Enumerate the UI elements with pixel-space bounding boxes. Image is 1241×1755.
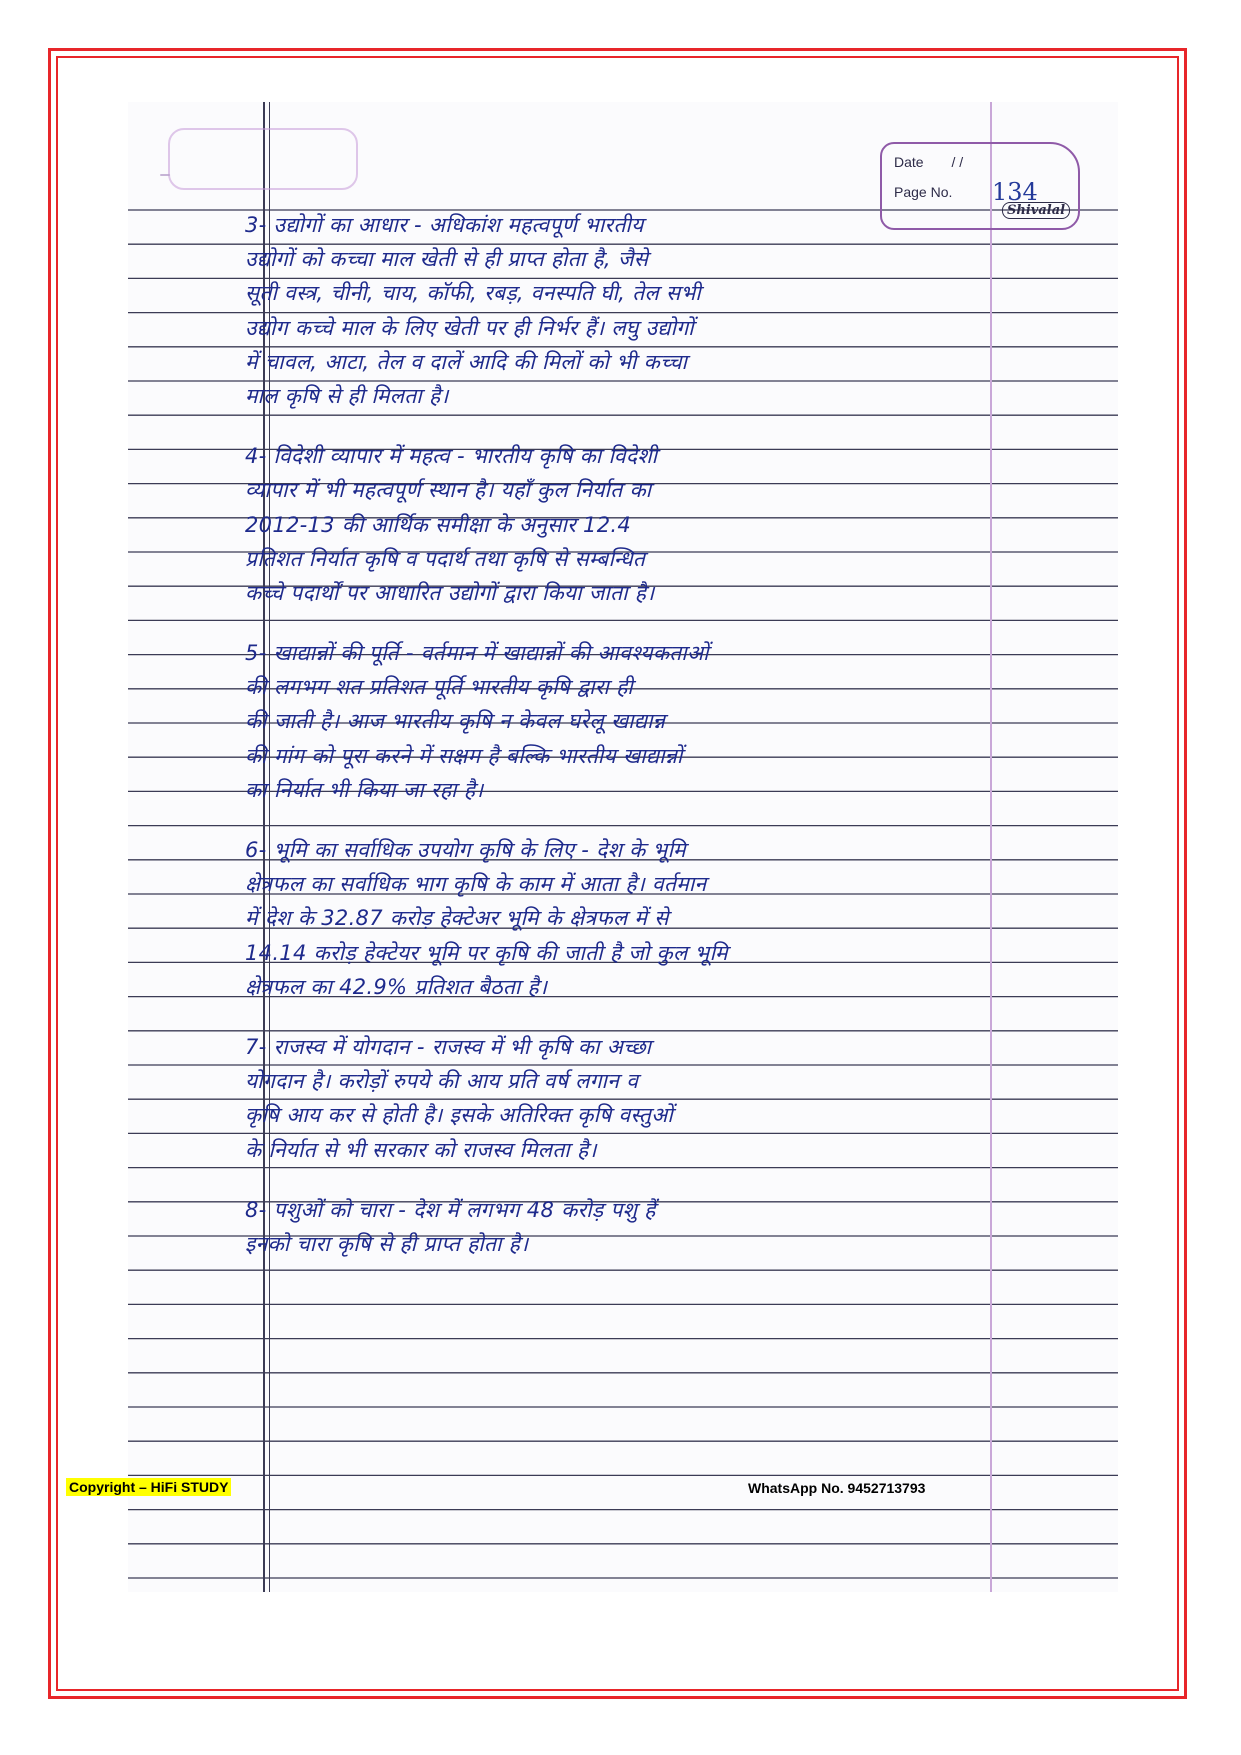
- note-paragraph: [245, 833, 985, 1004]
- paragraph-gap: [245, 1167, 985, 1193]
- note-line: प्रतिशत निर्यात कृषि व पदार्थ तथा कृषि से सम्बन्धित: [245, 546, 646, 571]
- date-row: [894, 154, 963, 170]
- note-line: 4- विदेशी व्यापार में महत्व - भारतीय कृषि का विदेशी: [245, 444, 658, 469]
- note-line: 3- उद्योगों का आधार - अधिकांश महत्वपूर्ण भारतीय: [245, 213, 644, 237]
- note-line: क्षेत्रफल का 42.9% प्रतिशत बैठता है।: [245, 974, 548, 999]
- note-paragraph: [245, 208, 985, 413]
- note-line: में देश के 32.87 करोड़ हेक्टेअर भूमि के क्षेत्रफल में से: [245, 906, 669, 931]
- note-line: माल कृषि से ही मिलता है।: [245, 383, 449, 408]
- notebook-brand-logo: Shivalal: [1002, 202, 1070, 219]
- note-line: के निर्यात से भी सरकार को राजस्व मिलता है।: [245, 1137, 597, 1162]
- handwritten-notes: [245, 208, 985, 1261]
- note-line: में चावल, आटा, तेल व दालें आदि की मिलों को भी कच्चा: [245, 349, 688, 374]
- note-line: 5- खाद्यान्नों की पूर्ति - वर्तमान में खाद्यान्नों की आवश्यकताओं: [245, 641, 709, 666]
- note-line: की जाती है। आज भारतीय कृषि न केवल घरेलू खाद्यान्न: [245, 709, 666, 734]
- paragraph-gap: [245, 413, 985, 439]
- note-line: क्षेत्रफल का सर्वाधिक भाग कृषि के काम में आता है। वर्तमान: [245, 872, 707, 897]
- note-line: 2012-13 की आर्थिक समीक्षा के अनुसार 12.4: [245, 512, 632, 537]
- note-line: 14.14 करोड़ हेक्टेयर भूमि पर कृषि की जाती है जो कुल भूमि: [245, 940, 728, 965]
- note-line: 8- पशुओं को चारा - देश में लगभग 48 करोड़ पशु हैं: [245, 1197, 656, 1222]
- bleed-through-brand: [160, 174, 170, 176]
- note-line: कच्चे पदार्थों पर आधारित उद्योगों द्वारा किया जाता है।: [245, 580, 655, 605]
- note-line: इनको चारा कृषि से ही प्राप्त होता है।: [245, 1231, 529, 1256]
- note-paragraph: [245, 1193, 985, 1261]
- bleed-through-stamp: [168, 128, 358, 190]
- right-margin-line: [990, 102, 992, 1592]
- note-line: उद्योग कच्चे माल के लिए खेती पर ही निर्भर हैं। लघु उद्योगों: [245, 315, 694, 340]
- note-line: का निर्यात भी किया जा रहा है।: [245, 777, 484, 802]
- whatsapp-number: WhatsApp No. 9452713793: [748, 1480, 926, 1496]
- date-value: / /: [951, 154, 964, 170]
- note-line: व्यापार में भी महत्वपूर्ण स्थान है। यहाँ कुल निर्यात का: [245, 478, 652, 503]
- note-line: 6- भूमि का सर्वाधिक उपयोग कृषि के लिए - देश के भूमि: [245, 838, 686, 862]
- note-line: की मांग को पूरा करने में सक्षम है बल्कि भारतीय खाद्यान्नों: [245, 743, 683, 768]
- note-paragraph: [245, 439, 985, 610]
- note-line: की लगभग शत प्रतिशत पूर्ति भारतीय कृषि द्वारा ही: [245, 675, 634, 700]
- note-paragraph: [245, 636, 985, 807]
- note-line: उद्योगों को कच्चा माल खेती से ही प्राप्त होता है, जैसे: [245, 247, 649, 272]
- date-label: Date: [894, 154, 924, 170]
- copyright-label: Copyright – HiFi STUDY: [66, 1478, 231, 1496]
- note-line: सूती वस्त्र, चीनी, चाय, कॉफी, रबड़, वनस्पति घी, तेल सभी: [245, 281, 701, 306]
- page-no-label: Page No.: [894, 184, 953, 200]
- page-row: [894, 184, 952, 200]
- paragraph-gap: [245, 610, 985, 636]
- note-paragraph: [245, 1030, 985, 1167]
- page-number: 134: [992, 178, 1038, 206]
- paragraph-gap: [245, 807, 985, 833]
- note-line: योगदान है। करोड़ों रुपये की आय प्रति वर्ष लगान व: [245, 1069, 639, 1094]
- note-line: 7- राजस्व में योगदान - राजस्व में भी कृषि का अच्छा: [245, 1034, 652, 1059]
- paragraph-gap: [245, 1004, 985, 1030]
- note-line: कृषि आय कर से होती है। इसके अतिरिक्त कृषि वस्तुओं: [245, 1103, 673, 1128]
